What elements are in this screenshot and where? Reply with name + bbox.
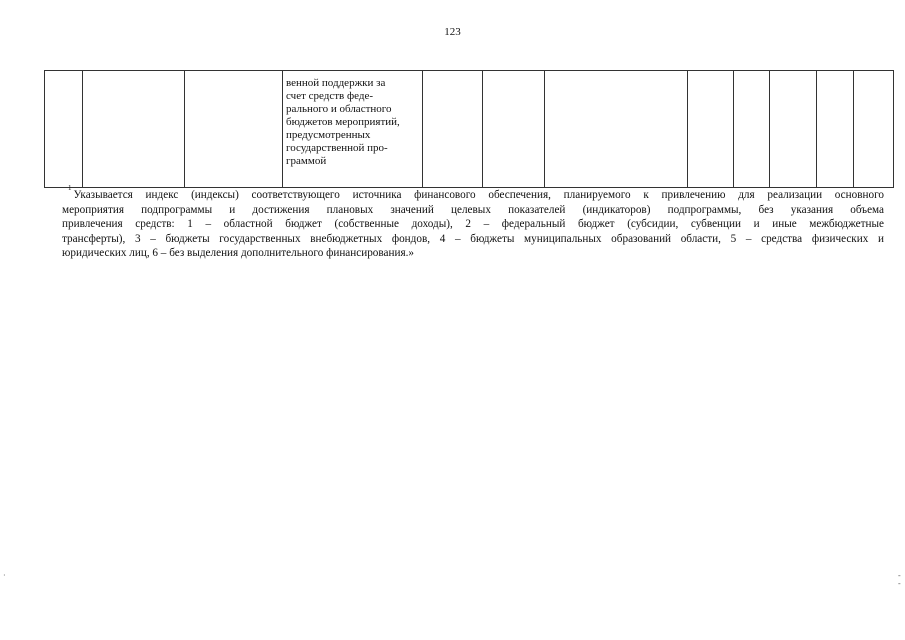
table-cell bbox=[83, 71, 185, 188]
table-cell bbox=[734, 71, 770, 188]
cell-text-line: бюджетов мероприятий, bbox=[286, 116, 400, 128]
table-cell bbox=[545, 71, 688, 188]
footnote-text: Указывается индекс (индексы) соответствующего источника финансового обеспечения, планируемого к привлечению для реализации основного bbox=[73, 189, 884, 201]
footnote-line: привлечения средств: 1 – областной бюджет (собственные доходы), 2 – федеральный бюджет (субсидии, субвенции и иные межбюджетные bbox=[62, 218, 884, 230]
footnote-marker: 1 bbox=[68, 184, 72, 193]
footnote bbox=[62, 184, 884, 261]
scan-edge-mark-right: ‐ ‐ bbox=[898, 571, 901, 588]
table-row bbox=[45, 71, 894, 188]
cell-text-line: счет средств феде- bbox=[286, 90, 373, 102]
scan-edge-mark-left: · bbox=[3, 571, 6, 580]
table-cell bbox=[854, 71, 894, 188]
table-cell-description bbox=[283, 71, 423, 188]
table-fragment bbox=[44, 70, 894, 188]
footnote-line: мероприятия подпрограммы и достижения плановых значений целевых показателей (индикаторов) подпрограммы, без указания объема bbox=[62, 203, 884, 216]
cell-text-line: рального и областного bbox=[286, 103, 392, 115]
footnote-line bbox=[68, 184, 884, 203]
table-cell bbox=[770, 71, 817, 188]
table-cell bbox=[817, 71, 854, 188]
table-cell bbox=[688, 71, 734, 188]
page-number: 123 bbox=[444, 26, 461, 38]
cell-text-line: венной поддержки за bbox=[286, 77, 386, 89]
table-cell bbox=[423, 71, 483, 188]
cell-text-line: государственной про- bbox=[286, 142, 388, 154]
table-cell bbox=[483, 71, 545, 188]
footnote-line: трансферты), 3 – бюджеты государственных внебюджетных фондов, 4 – бюджеты муниципальных образований области, 5 – средства физических и bbox=[62, 232, 884, 245]
footnote-line: юридических лиц, 6 – без выделения дополнительного финансирования.» bbox=[62, 247, 415, 259]
cell-text-line: граммой bbox=[286, 155, 327, 167]
cell-text-line: предусмотренных bbox=[286, 129, 371, 141]
table-cell bbox=[45, 71, 83, 188]
table-cell bbox=[185, 71, 283, 188]
